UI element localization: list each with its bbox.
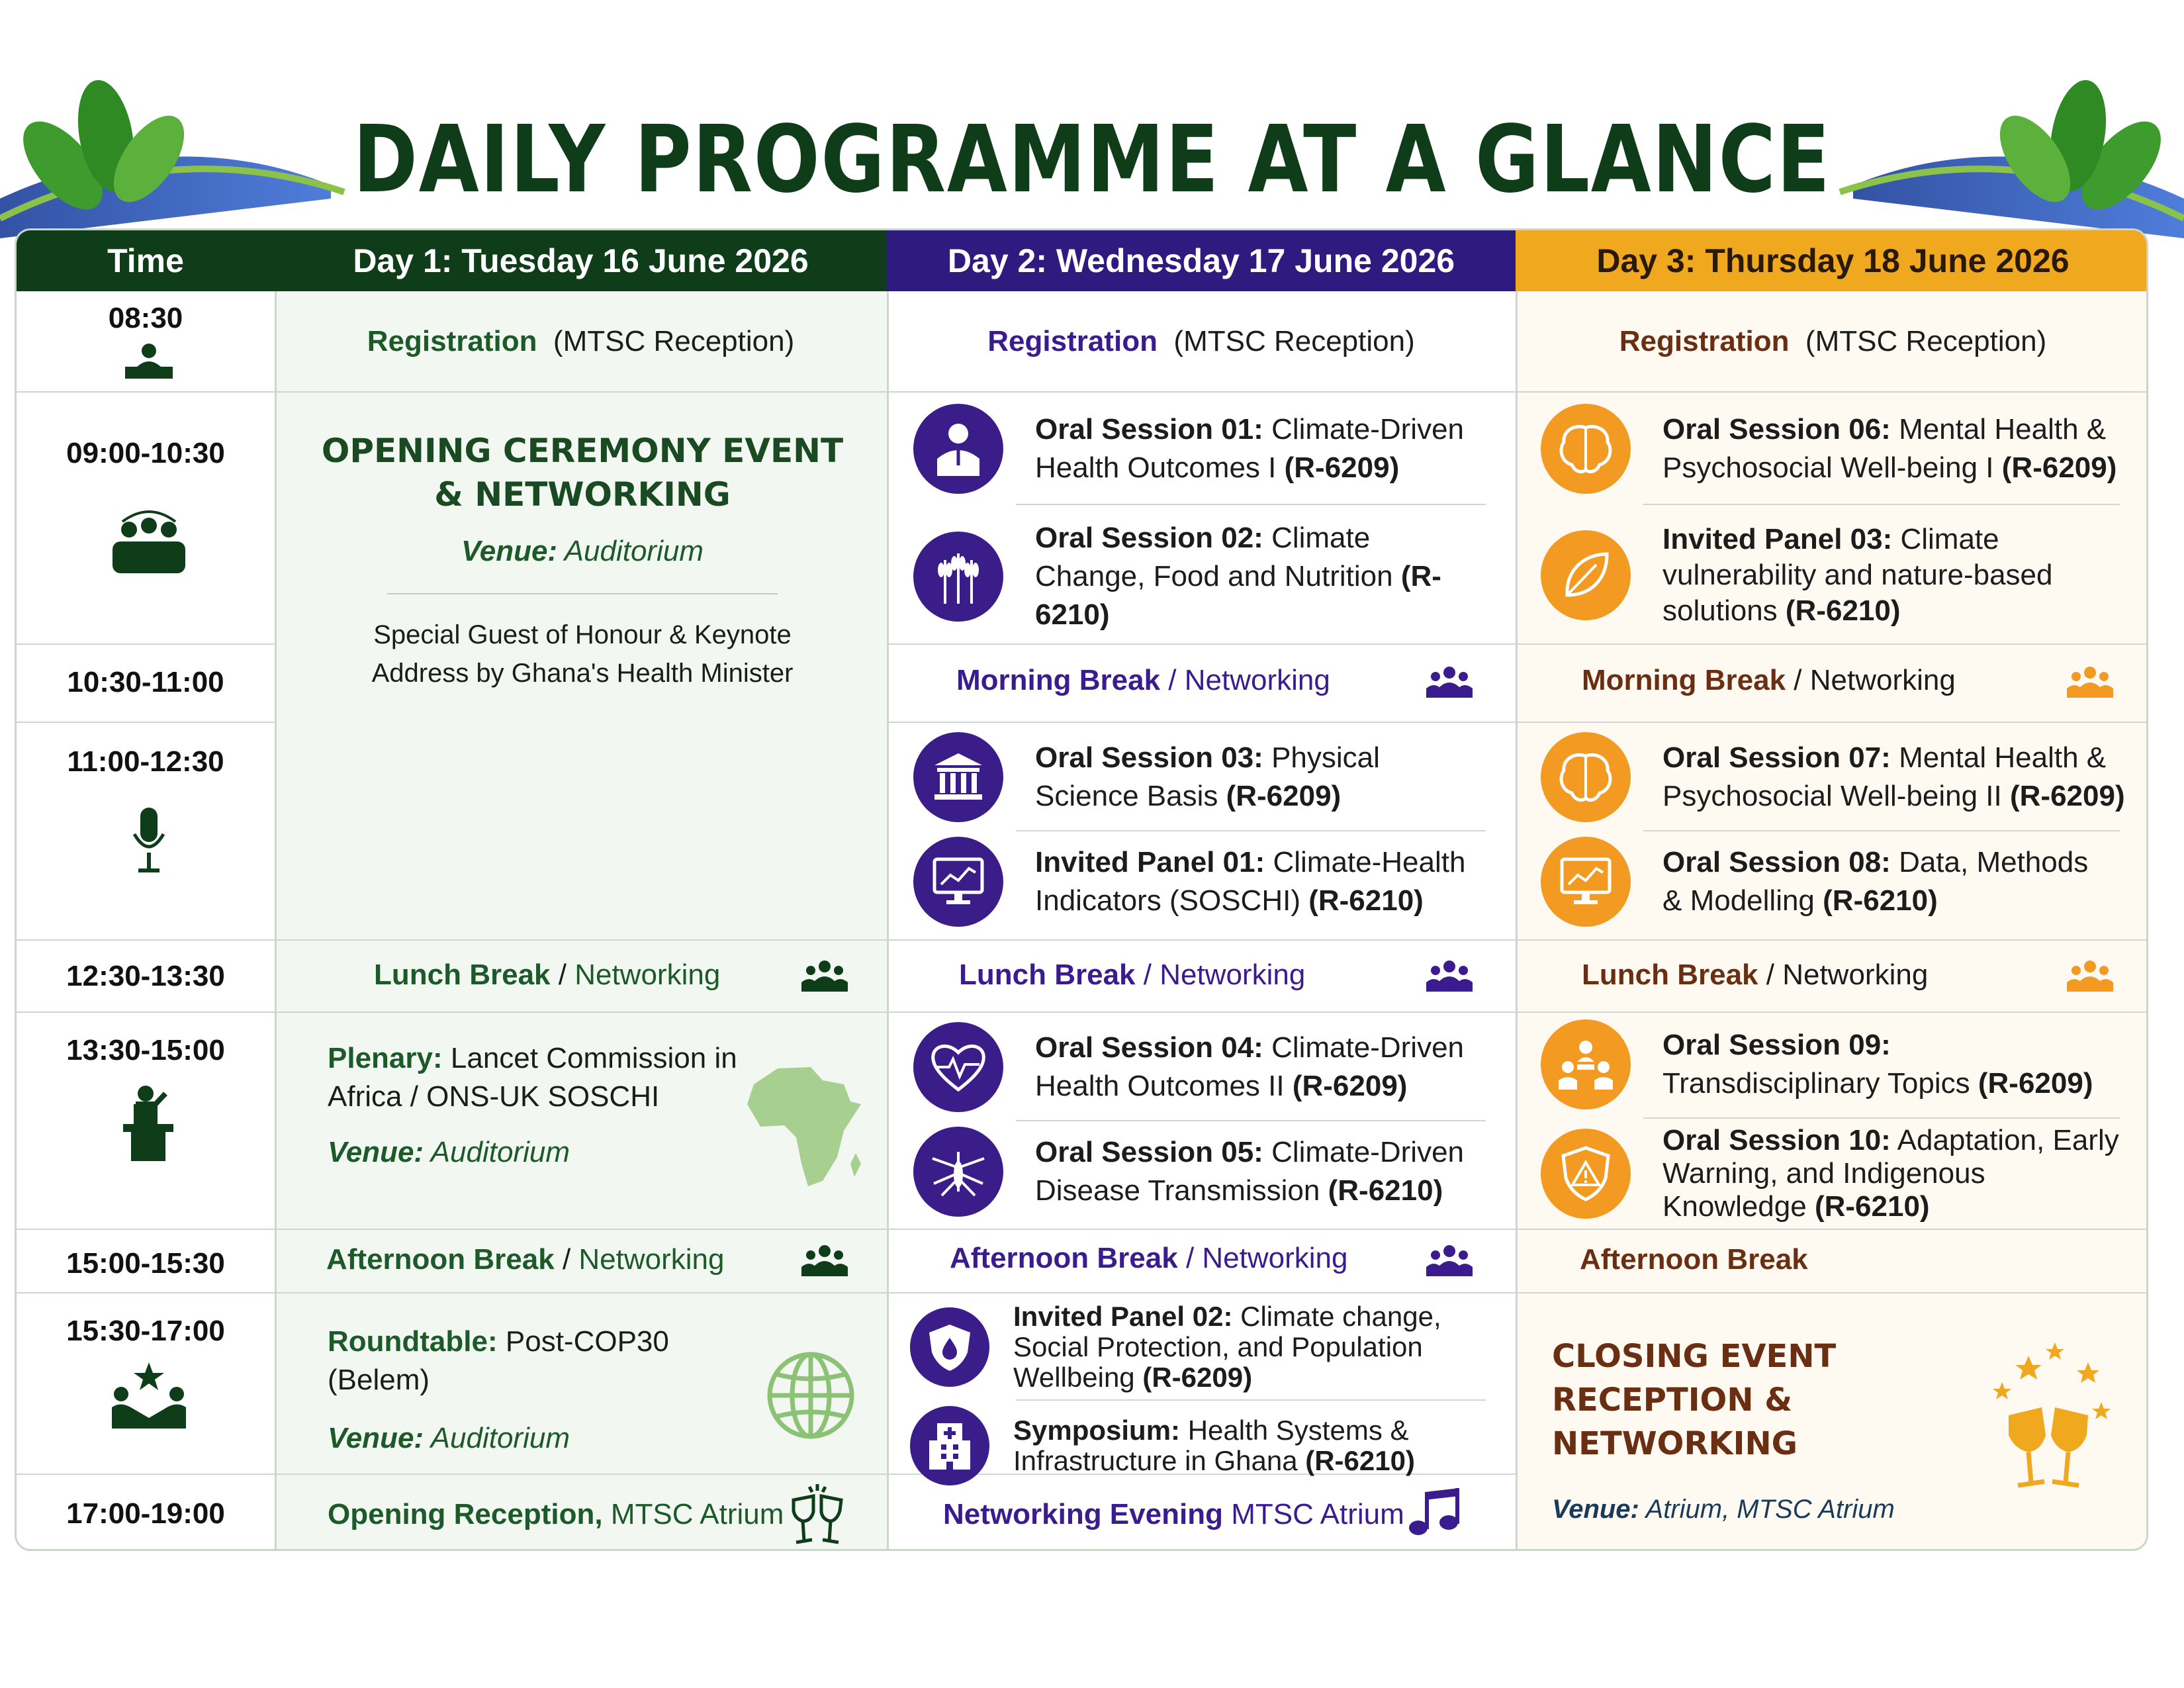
header-time: Time [17,230,275,291]
mosquito-icon [929,1145,988,1198]
day2-afternoon-break: Afternoon Break / Networking [950,1242,1348,1274]
monitor-chart-icon [1559,857,1612,907]
day2-networking-evening: Networking Evening MTSC Atrium [943,1498,1404,1530]
time-slot-5: 12:30-13:30 [66,960,225,992]
time-slot-2: 09:00-10:30 [66,437,225,469]
day2-symposium: Symposium: Health Systems & Infrastructure in Ghana (R-6210) [910,1406,1477,1485]
heart-pulse-icon [931,1042,986,1092]
time-slot-9: 17:00-19:00 [66,1497,225,1530]
day2-oral-session-02: Oral Session 02: Climate Change, Food and Nutrition (R-6210) [913,519,1485,634]
day3-invited-panel-03: Invited Panel 03: Climate vulnerability and nature-based solutions (R-6210) [1541,522,2126,629]
programme-table [15,228,2148,1551]
bank-building-icon [932,751,985,804]
day2-morning-break: Morning Break / Networking [956,664,1330,696]
day3-lunch-break: Lunch Break / Networking [1582,959,1929,991]
day3-afternoon-break: Afternoon Break [1580,1243,1808,1276]
closing-event-title: CLOSING EVENT RECEPTION & NETWORKING [1552,1338,1837,1462]
handshake-star-icon [109,1362,189,1435]
day2-lunch-break: Lunch Break / Networking [959,959,1306,991]
globe-icon [764,1349,857,1442]
day2-oral-session-01: Oral Session 01: Climate-Driven Health Outcomes I (R-6209) [913,404,1472,494]
time-slot-7: 15:00-15:30 [66,1247,225,1280]
people-group-icon [801,1244,848,1278]
leaf-icon [1559,549,1612,602]
day1-registration: Registration (MTSC Reception) [367,324,795,357]
registration-desk-icon [122,342,175,381]
people-group-icon [1426,960,1473,993]
day3-oral-session-08: Oral Session 08: Data, Methods & Modelling (R-6210) [1541,837,2113,927]
people-group-icon [2067,666,2113,699]
toast-glasses-icon [784,1481,850,1548]
day3-closing-event [1552,1335,2028,1524]
brain-icon [1557,751,1614,804]
day3-oral-session-06: Oral Session 06: Mental Health & Psychosocial Well-being I (R-6209) [1541,404,2126,494]
time-slot-1: 08:30 [108,302,183,334]
africa-map-icon [745,1064,864,1190]
time-slot-3: 10:30-11:00 [67,666,224,698]
day1-opening-ceremony [321,429,844,692]
music-notes-icon [1406,1485,1473,1538]
microphone-icon [129,806,169,879]
keynote-text: Special Guest of Honour & Keynote Address by Ghana's Health Minister [371,620,794,688]
day3-morning-break: Morning Break / Networking [1582,664,1956,696]
page-title: DAILY PROGRAMME AT A GLANCE [353,106,1831,214]
doctor-icon [932,420,985,477]
day2-oral-session-04: Oral Session 04: Climate-Driven Health Outcomes II (R-6209) [913,1022,1472,1112]
day1-afternoon-break: Afternoon Break / Networking [326,1243,725,1276]
header-day1: Day 1: Tuesday 16 June 2026 [275,230,887,291]
day2-invited-panel-02: Invited Panel 02: Climate change, Social Protection, and Population Wellbeing (R-6209) [910,1301,1477,1393]
time-slot-8: 15:30-17:00 [66,1315,225,1347]
closing-venue: Venue: Atrium, MTSC Atrium [1552,1495,1895,1524]
people-group-icon [2067,960,2113,993]
shield-water-icon [927,1322,973,1372]
lecturer-podium-icon [119,1084,179,1164]
people-group-icon [801,960,848,993]
day2-invited-panel-01: Invited Panel 01: Climate-Health Indicators (SOSCHI) (R-6210) [913,837,1472,927]
opening-ceremony-title: OPENING CEREMONY EVENT & NETWORKING [321,432,844,514]
warning-shield-icon [1559,1145,1612,1202]
day3-oral-session-07: Oral Session 07: Mental Health & Psychosocial Well-being II (R-6209) [1541,732,2126,822]
monitor-chart-icon [932,857,985,907]
day1-plenary: Plenary: Lancet Commission in Africa / ONS-UK SOSCHI Venue: Auditorium [328,1042,737,1168]
meeting-group-icon [109,502,189,575]
header-day3: Day 3: Thursday 18 June 2026 [1516,230,2148,291]
day1-lunch-break: Lunch Break / Networking [374,959,721,991]
day2-oral-session-05: Oral Session 05: Climate-Driven Disease Transmission (R-6210) [913,1127,1472,1217]
time-slot-6: 13:30-15:00 [66,1034,225,1066]
champagne-stars-icon [1982,1336,2115,1495]
day1-roundtable: Roundtable: Post-COP30 (Belem) Venue: Auditorium [328,1325,669,1454]
header-day2: Day 2: Wednesday 17 June 2026 [887,230,1516,291]
team-network-icon [1557,1038,1614,1091]
people-group-icon [1426,1244,1473,1278]
hospital-icon [927,1421,973,1471]
day2-registration: Registration (MTSC Reception) [987,324,1415,357]
day2-oral-session-03: Oral Session 03: Physical Science Basis (R-6209) [913,732,1485,822]
time-slot-4: 11:00-12:30 [67,745,224,778]
day3-oral-session-09: Oral Session 09: Transdisciplinary Topics (R-6209) [1541,1019,2113,1109]
opening-venue: Venue: Auditorium [461,535,704,567]
brain-icon [1557,422,1614,475]
wheat-icon [932,547,985,606]
day3-oral-session-10: Oral Session 10: Adaptation, Early Warning, and Indigenous Knowledge (R-6210) [1541,1124,2126,1223]
people-group-icon [1426,666,1473,699]
day1-opening-reception: Opening Reception, MTSC Atrium [328,1498,784,1530]
day3-registration: Registration (MTSC Reception) [1619,324,2047,357]
